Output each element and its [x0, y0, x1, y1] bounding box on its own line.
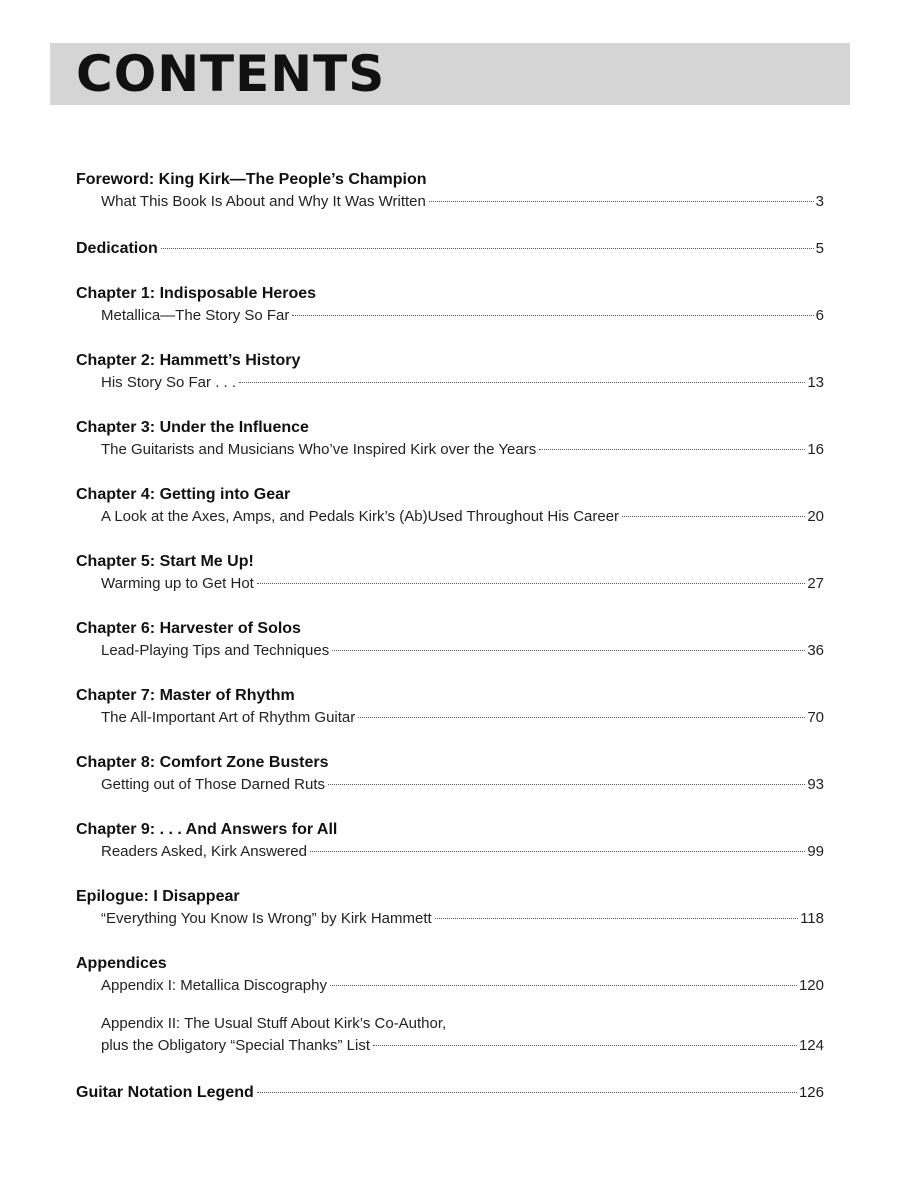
toc-entry-chapter-2 [76, 351, 824, 394]
entry-subtitle-line [76, 371, 824, 394]
entry-heading: Chapter 9: . . . And Answers for All [76, 821, 338, 838]
page-number: 6 [815, 307, 824, 324]
entry-heading: Chapter 1: Indisposable Heroes [76, 285, 317, 302]
page-number: 13 [807, 374, 824, 391]
entry-subtitle-line [76, 639, 824, 662]
table-of-contents [76, 170, 824, 1128]
entry-heading: Dedication [76, 240, 158, 257]
entry-subtitle-line [76, 907, 824, 930]
entry-heading-line [76, 237, 824, 260]
appendix-2-title-continued: plus the Obligatory “Special Thanks” List [101, 1037, 371, 1054]
entry-heading: Chapter 5: Start Me Up! [76, 553, 254, 570]
dot-leader [310, 851, 805, 852]
dot-leader [239, 382, 805, 383]
appendix-2-line [76, 1034, 824, 1057]
dot-leader [539, 449, 805, 450]
dot-leader [292, 315, 813, 316]
toc-entry-chapter-5 [76, 552, 824, 595]
dot-leader [332, 650, 805, 651]
entry-heading: Epilogue: I Disappear [76, 888, 240, 905]
page-number: 126 [798, 1084, 824, 1101]
entry-subtitle-line [76, 572, 824, 595]
dot-leader [429, 201, 814, 202]
entry-heading: Guitar Notation Legend [76, 1084, 254, 1101]
entry-subtitle: “Everything You Know Is Wrong” by Kirk Hammett [101, 910, 432, 927]
page-number: 36 [807, 642, 824, 659]
page-number: 93 [807, 776, 824, 793]
entry-heading: Foreword: King Kirk—The People’s Champion [76, 171, 427, 188]
page-number: 124 [798, 1037, 824, 1054]
dot-leader [257, 583, 805, 584]
entry-subtitle: Lead-Playing Tips and Techniques [101, 642, 330, 659]
title-band [50, 43, 850, 105]
entry-subtitle-line [76, 505, 824, 528]
toc-entry-chapter-4 [76, 485, 824, 528]
dot-leader [161, 248, 814, 249]
page-number: 118 [800, 910, 824, 927]
toc-entry-chapter-9 [76, 820, 824, 863]
dot-leader [328, 784, 805, 785]
toc-entry-chapter-6 [76, 619, 824, 662]
dot-leader [435, 918, 798, 919]
entry-subtitle: The All-Important Art of Rhythm Guitar [101, 709, 356, 726]
entry-heading-line [76, 1081, 824, 1104]
entry-subtitle: A Look at the Axes, Amps, and Pedals Kirk’s (Ab)Used Throughout His Career [101, 508, 620, 525]
toc-entry-chapter-1 [76, 284, 824, 327]
entry-subtitle: His Story So Far . . . [101, 374, 237, 391]
entry-subtitle-line [76, 773, 824, 796]
entry-subtitle: The Guitarists and Musicians Who’ve Inspired Kirk over the Years [101, 441, 537, 458]
entry-heading: Chapter 7: Master of Rhythm [76, 687, 295, 704]
entry-subtitle: Readers Asked, Kirk Answered [101, 843, 307, 860]
entry-subtitle: Getting out of Those Darned Ruts [101, 776, 326, 793]
entry-subtitle-line [76, 706, 824, 729]
toc-entry-foreword [76, 170, 824, 213]
toc-entry-chapter-7 [76, 686, 824, 729]
entry-subtitle-line [76, 840, 824, 863]
page-number: 5 [815, 240, 824, 257]
entry-subtitle: Warming up to Get Hot [101, 575, 254, 592]
entry-heading: Chapter 4: Getting into Gear [76, 486, 291, 503]
dot-leader [622, 516, 805, 517]
toc-entry-appendices [76, 954, 824, 1057]
appendix-1-title: Appendix I: Metallica Discography [101, 977, 327, 994]
entry-heading: Appendices [76, 955, 167, 972]
page-number: 16 [807, 441, 824, 458]
page-number: 120 [798, 977, 824, 994]
entry-subtitle-line [76, 190, 824, 213]
toc-entry-chapter-3 [76, 418, 824, 461]
entry-subtitle: What This Book Is About and Why It Was Written [101, 193, 426, 210]
dot-leader [257, 1092, 797, 1093]
entry-heading: Chapter 6: Harvester of Solos [76, 620, 301, 637]
page-number: 27 [807, 575, 824, 592]
dot-leader [330, 985, 797, 986]
page-number: 20 [807, 508, 824, 525]
toc-entry-epilogue [76, 887, 824, 930]
appendix-1-line [76, 974, 824, 997]
entry-subtitle: Metallica—The Story So Far [101, 307, 290, 324]
dot-leader [373, 1045, 797, 1046]
toc-entry-notation-legend [76, 1081, 824, 1104]
page-title: CONTENTS [76, 45, 386, 103]
entry-heading: Chapter 8: Comfort Zone Busters [76, 754, 329, 771]
entry-subtitle-line [76, 438, 824, 461]
entry-heading: Chapter 3: Under the Influence [76, 419, 309, 436]
entry-heading: Chapter 2: Hammett’s History [76, 352, 301, 369]
page-number: 70 [807, 709, 824, 726]
appendix-2-first-line: Appendix II: The Usual Stuff About Kirk’s Co-Author, [101, 1015, 447, 1032]
toc-entry-chapter-8 [76, 753, 824, 796]
page-number: 99 [807, 843, 824, 860]
toc-entry-dedication [76, 237, 824, 260]
page-number: 3 [815, 193, 824, 210]
dot-leader [358, 717, 805, 718]
entry-subtitle-line [76, 304, 824, 327]
